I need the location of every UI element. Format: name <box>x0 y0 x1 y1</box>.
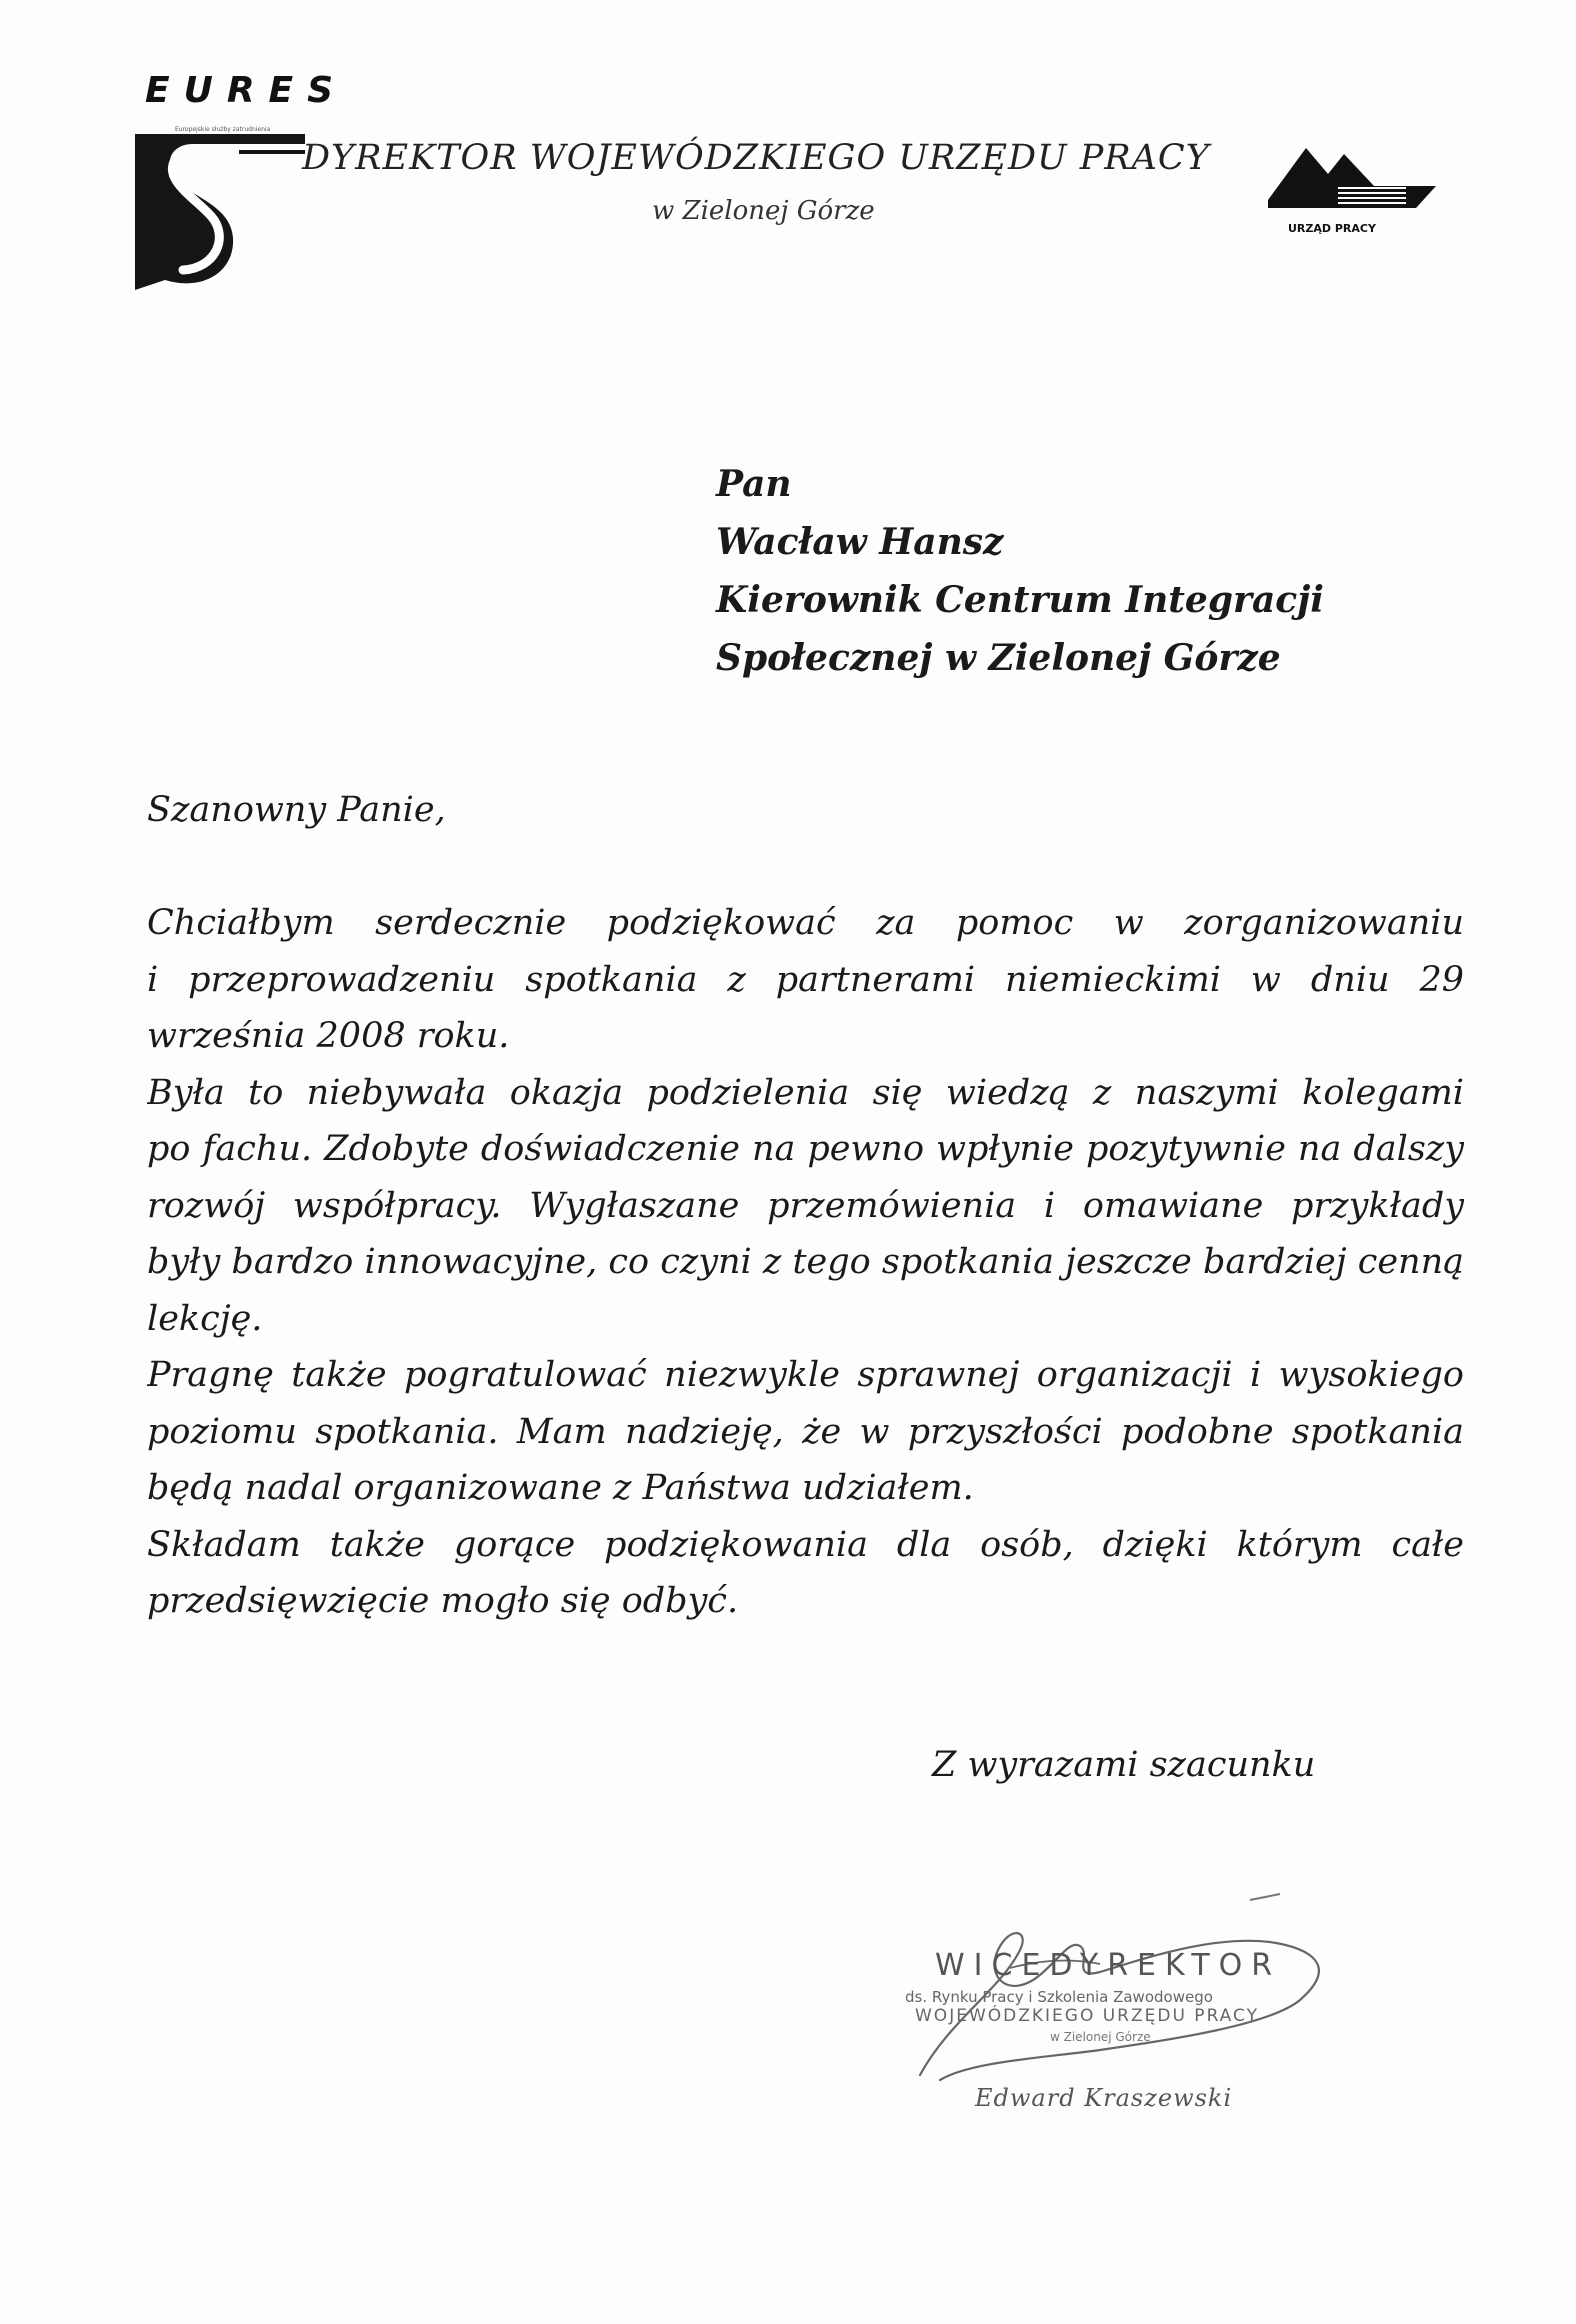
body-line: będą nadal organizowane z Państwa udziałem. <box>147 1468 974 1508</box>
eures-tagline: Europejskie służby zatrudnienia <box>175 126 271 133</box>
closing-phrase: Z wyrazami szacunku <box>932 1745 1316 1785</box>
urzad-pracy-label: URZĄD PRACY <box>1288 222 1376 235</box>
letterhead-subtitle: w Zielonej Górze <box>652 196 875 226</box>
body-line: przedsięwzięcie mogło się odbyć. <box>147 1581 739 1621</box>
addressee-organization: Społecznej w Zielonej Górze <box>716 637 1281 679</box>
stamp-department: ds. Rynku Pracy i Szkolenia Zawodowego <box>905 1988 1213 2006</box>
stamp-city: w Zielonej Górze <box>1050 2030 1151 2044</box>
eures-logo-block <box>135 70 348 295</box>
body-line: po fachu. Zdobyte doświadczenie na pewno wpłynie pozytywnie na dalszy <box>147 1129 1464 1169</box>
letterhead-title: DYREKTOR WOJEWÓDZKIEGO URZĘDU PRACY <box>302 138 1210 178</box>
body-line: Pragnę także pogratulować niezwykle sprawnej organizacji i wysokiego <box>147 1355 1464 1395</box>
addressee-honorific: Pan <box>716 463 792 505</box>
salutation: Szanowny Panie, <box>147 790 446 830</box>
body-line: lekcję. <box>147 1298 263 1339</box>
body-line: Była to niebywała okazja podzielenia się wiedzą z naszymi kolegami <box>147 1072 1464 1113</box>
stamp-title: WICEDYREKTOR <box>935 1948 1282 1983</box>
stamp-signatory-name: Edward Kraszewski <box>975 2084 1233 2112</box>
addressee-position: Kierownik Centrum Integracji <box>716 579 1324 621</box>
body-line: rozwój współpracy. Wygłaszane przemówienia i omawiane przykłady <box>147 1185 1464 1226</box>
eures-logo-icon <box>135 120 310 295</box>
body-line: Chciałbym serdecznie podziękować za pomoc w zorganizowaniu <box>147 903 1464 943</box>
body-line: poziomu spotkania. Mam nadzieję, że w przyszłości podobne spotkania <box>147 1411 1464 1452</box>
body-line: i przeprowadzeniu spotkania z partnerami niemieckimi w dniu 29 <box>147 959 1464 1000</box>
addressee-block <box>716 455 1324 687</box>
letter-body <box>147 895 1464 1630</box>
body-line: Składam także gorące podziękowania dla osób, dzięki którym całe <box>147 1524 1464 1565</box>
eures-wordmark: EURES <box>145 70 348 111</box>
body-line: września 2008 roku. <box>147 1016 510 1056</box>
urzad-pracy-logo-icon <box>1266 138 1436 218</box>
addressee-name: Wacław Hansz <box>716 521 1004 563</box>
stamp-office: WOJEWÓDZKIEGO URZĘDU PRACY <box>915 2006 1259 2026</box>
body-line: były bardzo innowacyjne, co czyni z tego spotkania jeszcze bardziej cenną <box>147 1242 1464 1282</box>
